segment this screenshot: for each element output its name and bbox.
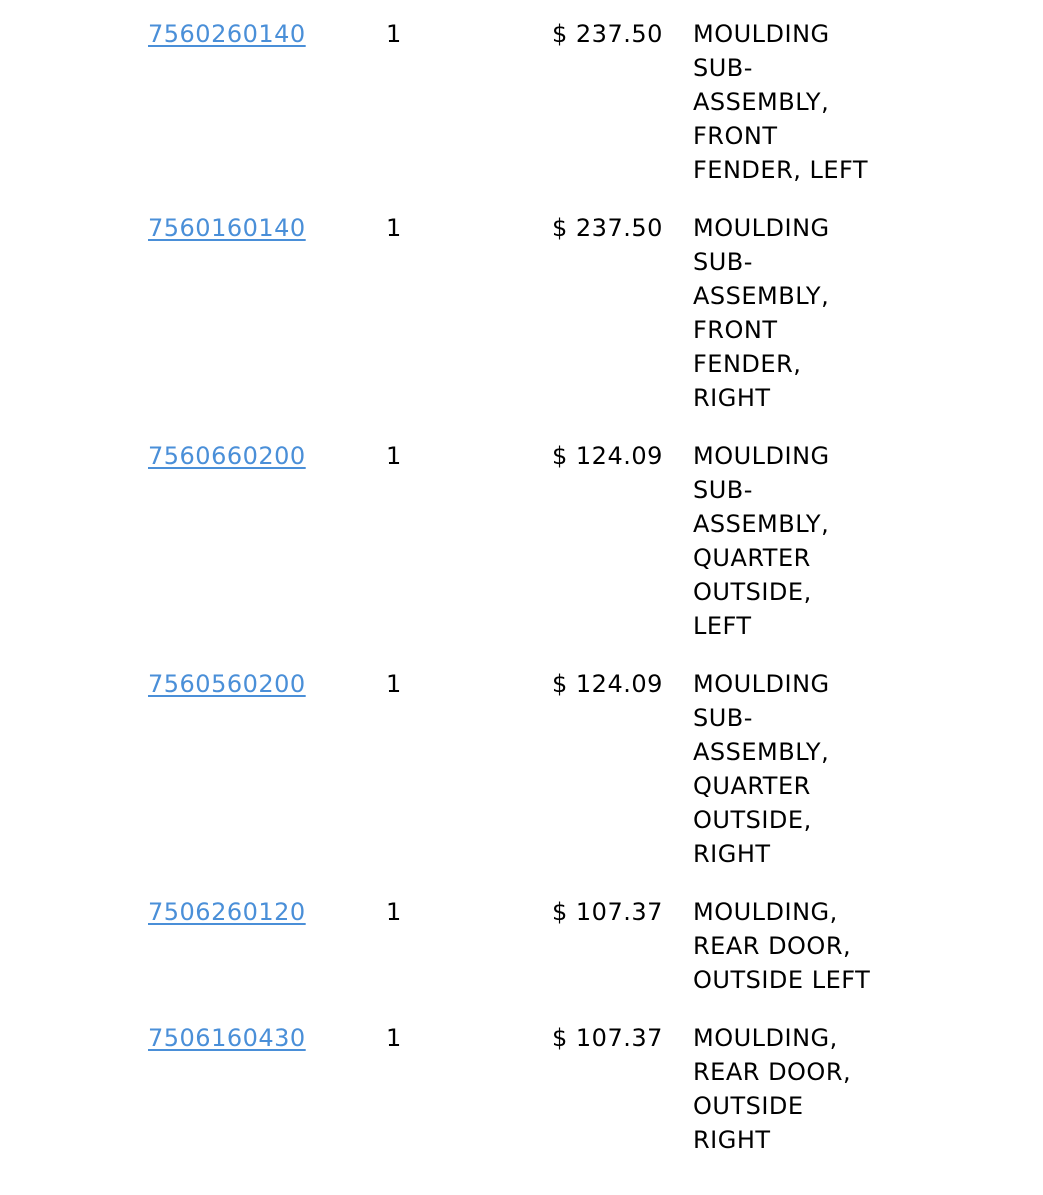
part-description: MOULDING SUB- ASSEMBLY, FRONT FENDER, LEFT [693,20,869,184]
part-number-link[interactable]: 7560260140 [148,20,306,48]
table-row [0,439,1043,643]
price: $ 107.37 [552,898,663,926]
part-number-link[interactable]: 7560560200 [148,670,306,698]
table-row [0,17,1043,187]
parts-list [0,17,1043,1181]
price: $ 237.50 [552,214,663,242]
price: $ 107.37 [552,1024,663,1052]
part-number-link[interactable]: 7506160430 [148,1024,306,1052]
quantity: 1 [386,1024,402,1052]
part-number-link[interactable]: 7560160140 [148,214,306,242]
table-row [0,895,1043,997]
quantity: 1 [386,20,402,48]
part-number-link[interactable]: 7506260120 [148,898,306,926]
price: $ 237.50 [552,20,663,48]
table-row [0,1021,1043,1157]
table-row [0,211,1043,415]
part-description: MOULDING, REAR DOOR, OUTSIDE LEFT [693,898,871,994]
part-description: MOULDING SUB- ASSEMBLY, QUARTER OUTSIDE, RIGHT [693,670,830,868]
quantity: 1 [386,898,402,926]
quantity: 1 [386,442,402,470]
quantity: 1 [386,670,402,698]
price: $ 124.09 [552,670,663,698]
table-row [0,667,1043,871]
quantity: 1 [386,214,402,242]
price: $ 124.09 [552,442,663,470]
part-description: MOULDING SUB- ASSEMBLY, QUARTER OUTSIDE, LEFT [693,442,830,640]
part-number-link[interactable]: 7560660200 [148,442,306,470]
part-description: MOULDING, REAR DOOR, OUTSIDE RIGHT [693,1024,852,1154]
part-description: MOULDING SUB- ASSEMBLY, FRONT FENDER, RIGHT [693,214,830,412]
